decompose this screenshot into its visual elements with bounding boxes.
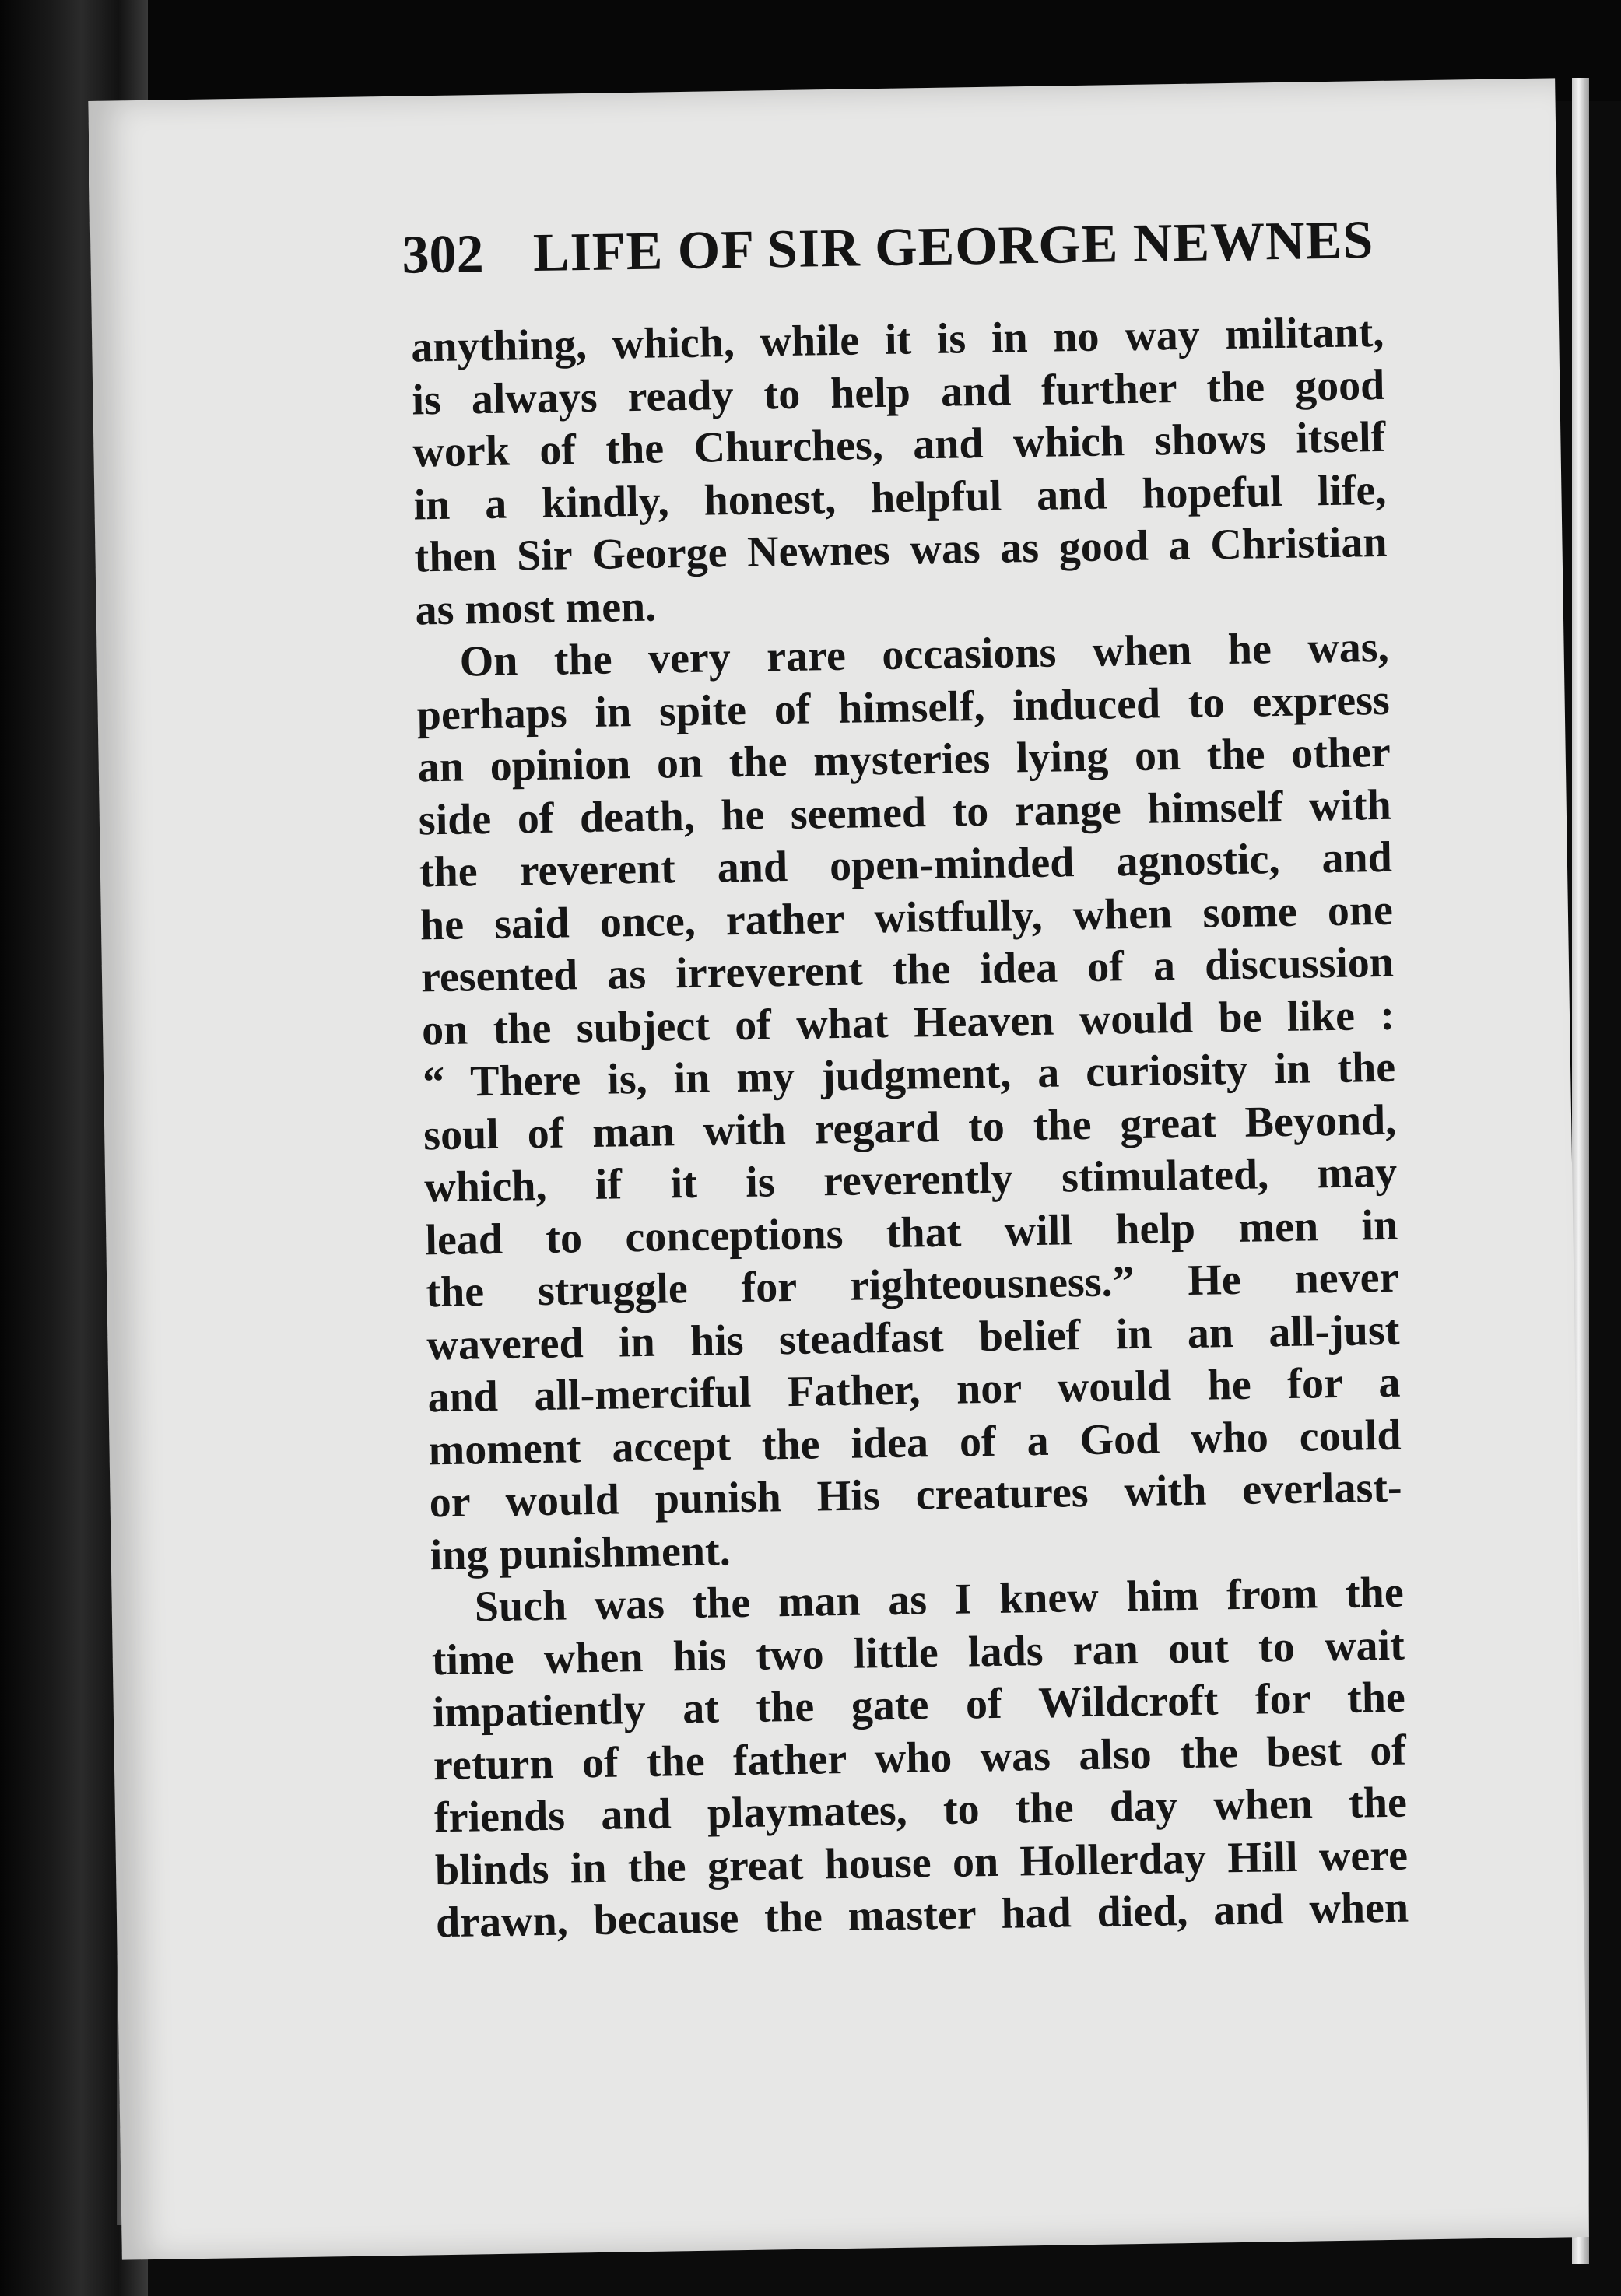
text-line: on the subject of what Heaven would be like :: [421, 990, 1395, 1054]
running-title: LIFE OF SIR GEORGE NEWNES: [532, 210, 1374, 284]
text-line: wavered in his steadfast belief in an all-just: [426, 1306, 1400, 1369]
text-line: the reverent and open-minded agnostic, and: [419, 833, 1393, 897]
page-header: [402, 209, 1437, 287]
text-line: lead to conceptions that will help men in: [424, 1201, 1398, 1264]
text-line: drawn, because the master had died, and when: [435, 1883, 1409, 1947]
text-line: return of the father who was also the best of: [433, 1726, 1407, 1789]
text-line: as most men.: [415, 582, 657, 634]
text-line: impatiently at the gate of Wildcroft for the: [432, 1673, 1406, 1737]
book-page: [88, 78, 1588, 2259]
text-line: Such was the man as I knew him from the: [474, 1568, 1405, 1632]
text-line: moment accept the idea of a God who could: [428, 1411, 1402, 1474]
text-line: the struggle for righteousness.” He never: [425, 1253, 1399, 1317]
text-line: friends and playmates, to the day when the: [433, 1778, 1408, 1842]
body-text: [411, 307, 1409, 1950]
text-line: he said once, rather wistfully, when some one: [419, 885, 1394, 949]
text-line: and all-merciful Father, nor would he for a: [427, 1358, 1401, 1422]
text-line: perhaps in spite of himself, induced to express: [416, 675, 1391, 739]
text-line: then Sir George Newnes was as good a Christian: [414, 517, 1388, 582]
text-line: anything, which, while it is in no way militant,: [410, 307, 1384, 372]
text-line: On the very rare occasions when he was,: [459, 622, 1390, 686]
text-line: time when his two little lads ran out to wait: [431, 1621, 1405, 1684]
text-line: resented as irreverent the idea of a discussion: [420, 938, 1395, 1002]
text-line: which, if it is reverently stimulated, may: [423, 1148, 1398, 1212]
text-line: work of the Churches, and which shows itself: [412, 412, 1386, 477]
text-line: in a kindly, honest, helpful and hopeful life,: [413, 465, 1387, 529]
text-line: or would punish His creatures with everlast-: [429, 1463, 1403, 1527]
text-line: an opinion on the mysteries lying on the other: [417, 727, 1391, 792]
text-line: “ There is, in my judgment, a curiosity in the: [422, 1043, 1396, 1107]
text-line: is always ready to help and further the good: [411, 360, 1385, 424]
text-line: blinds in the great house on Hollerday Hill were: [434, 1831, 1409, 1895]
text-line: side of death, he seemed to range himself with: [418, 780, 1392, 844]
text-line: ing punishment.: [430, 1526, 732, 1579]
page-number: 302: [401, 224, 485, 286]
text-line: soul of man with regard to the great Beyond,: [423, 1095, 1397, 1159]
